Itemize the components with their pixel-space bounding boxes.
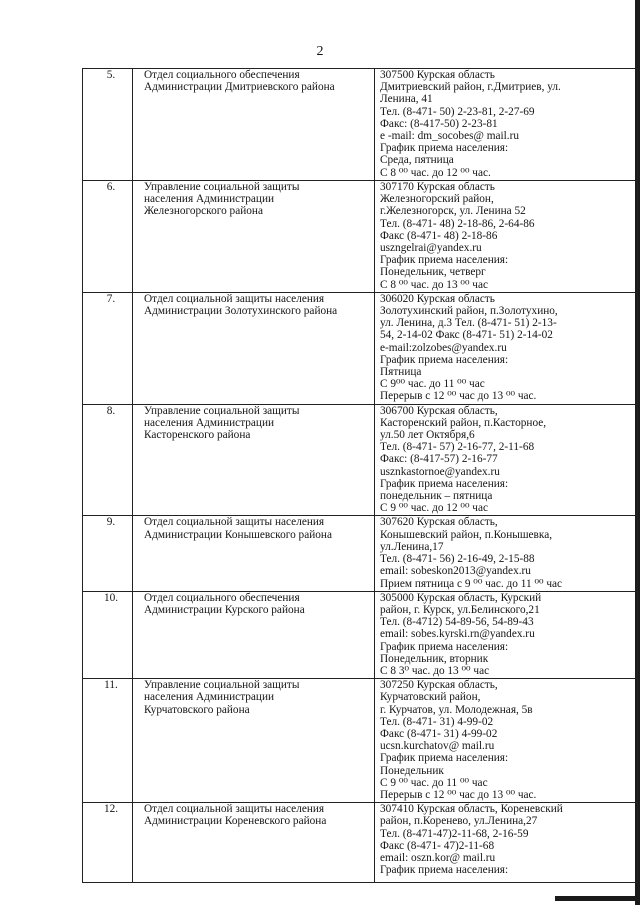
contact-line: Железногорский район, [380,193,494,206]
contact-line: 307410 Курская область, Кореневский [380,803,563,816]
contact-line: График приема населения: [380,254,509,267]
office-name-line: Железногорского района [144,205,263,218]
contact-line: График приема населения: [380,477,509,490]
contact-line: Тел. (8-4712) 54-89-56, 54-89-43 [380,616,534,629]
office-name-line: населения Администрации [144,691,275,704]
office-name-cell [133,292,375,404]
row-number: 6. [106,181,116,193]
contact-line: ул.Ленина,17 [380,540,444,553]
contact-line: 307620 Курская область, [380,516,498,529]
contact-line: email: sobeskon2013@yandex.ru [380,565,531,578]
office-contact-cell [375,292,638,404]
contact-line: 54, 2-14-02 Факс (8-471- 51) 2-14-02 [380,329,553,342]
contact-line: Понедельник, вторник [380,652,489,665]
contact-line: Дмитриевский район, г.Дмитриев, ул. [380,81,561,94]
contact-line: График приема населения: [380,640,509,653]
row-number: 9. [106,516,116,529]
page-number: 2 [316,44,324,59]
row-number-cell [83,516,133,591]
row-number-cell [83,181,133,293]
contact-line: Факс: (8-417-57) 2-16-77 [380,453,498,466]
office-contact-cell [375,69,638,181]
row-number-cell [83,404,133,516]
contact-line: С 8 ⁰⁰ час. до 13 ⁰⁰ час [380,278,489,291]
contact-line: С 9 ⁰⁰ час. до 12 ⁰⁰ час [380,502,489,515]
contact-line: График приема населения: [380,353,509,366]
row-number: 10. [103,591,119,604]
contact-line: 305000 Курская область, Курский [380,591,542,604]
contact-line: С 9⁰⁰ час. до 11 ⁰⁰ час [380,378,485,391]
contact-line: 307170 Курская область [380,181,495,193]
office-name-line: Отдел социальной защиты населения [144,516,325,529]
contact-line: Перерыв с 12 ⁰⁰ час до 13 ⁰⁰ час. [380,788,537,801]
contact-line: С 9 ⁰⁰ час. до 11 ⁰⁰ час [380,776,488,789]
office-name-line: Администрации Курского района [144,603,305,616]
office-name-line: Администрации Конышевского района [144,528,332,541]
table-row [83,404,638,516]
row-number-cell [83,69,133,181]
table-row [83,516,638,591]
contact-line: Факс (8-471- 48) 2-18-86 [380,229,498,242]
contact-line: ул.50 лет Октября,6 [380,429,475,442]
row-number: 7. [106,292,116,305]
social-protection-offices-table [82,68,638,883]
office-contact-cell [375,591,638,678]
office-name-line: Отдел социальной защиты населения [144,292,325,305]
office-name-line: Касторенского района [144,429,251,442]
contact-line: Касторенский район, п.Касторное, [380,416,547,429]
contact-line: район, п.Коренево, ул.Ленина,27 [380,815,538,828]
contact-line: Тел. (8-471- 31) 4-99-02 [380,715,494,728]
row-number: 12. [103,803,119,816]
table-row [83,591,638,678]
row-number-cell [83,292,133,404]
office-name-line: населения Администрации [144,193,275,206]
contact-line: email: sobes.kyrski.rn@yandex.ru [380,628,535,641]
contact-line: График приема населения: [380,752,509,765]
row-number-cell [83,803,133,883]
office-name-line: Отдел социального обеспечения [144,591,300,604]
office-name-line: Администрации Кореневского района [144,815,327,828]
contact-line: Тел. (8-471- 56) 2-16-49, 2-15-88 [380,553,535,566]
contact-line: Понедельник, четверг [380,266,486,279]
office-name-cell [133,591,375,678]
contact-line: Пятница [380,366,422,379]
office-name-cell [133,516,375,591]
contact-line: Курчатовский район, [380,691,481,704]
table-row [83,803,638,883]
contact-line: Прием пятница с 9 ⁰⁰ час. до 11 ⁰⁰ час [380,577,563,590]
row-number: 5. [106,69,116,81]
office-name-line: Курчатовского района [144,703,250,716]
contact-line: e -mail: dm_socobes@ mail.ru [380,130,520,143]
office-contact-cell [375,679,638,803]
office-name-line: Управление социальной защиты [144,404,300,417]
contact-line: Тел. (8-471- 48) 2-18-86, 2-64-86 [380,217,535,230]
office-contact-cell [375,181,638,293]
contact-line: Тел. (8-471- 57) 2-16-77, 2-11-68 [380,441,535,454]
contact-line: г. Курчатов, ул. Молодежная, 5в [380,703,533,716]
contact-line: Тел. (8-471- 50) 2-23-81, 2-27-69 [380,105,535,118]
office-contact-cell [375,516,638,591]
office-name-cell [133,404,375,516]
contact-line: район, г. Курск, ул.Белинского,21 [380,603,540,616]
office-name-cell [133,679,375,803]
contact-line: email: oszn.kor@ mail.ru [380,851,496,864]
contact-line: ucsn.kurchatov@ mail.ru [380,740,495,753]
office-name-line: Отдел социальной защиты населения [144,803,325,816]
contact-line: Понедельник [380,764,444,777]
table-row [83,69,638,181]
contact-line: 307500 Курская область [380,69,495,81]
table-row [83,181,638,293]
contact-line: e-mail:zolzobes@yandex.ru [380,341,507,354]
contact-line: 307250 Курская область, [380,679,498,692]
row-number-cell [83,679,133,803]
contact-line: Тел. (8-471-47)2-11-68, 2-16-59 [380,827,529,840]
contact-line: График приема населения: [380,142,509,155]
contact-line: 306020 Курская область [380,292,495,305]
contact-line: С 8 3⁰ час. до 13 ⁰⁰ час [380,664,490,677]
table-row [83,679,638,803]
office-name-line: Управление социальной защиты [144,181,300,193]
office-name-cell [133,181,375,293]
contact-line: Факс (8-471- 31) 4-99-02 [380,727,498,740]
contact-line: С 8 ⁰⁰ час. до 12 ⁰⁰ час. [380,166,491,179]
row-number-cell [83,591,133,678]
contact-line: г.Железногорск, ул. Ленина 52 [380,205,526,218]
office-name-cell [133,803,375,883]
office-name-line: населения Администрации [144,416,275,429]
row-number: 8. [106,404,116,417]
contact-line: Среда, пятница [380,154,454,167]
office-name-line: Управление социальной защиты [144,679,300,692]
office-contact-cell [375,803,638,883]
contact-line: Перерыв с 12 ⁰⁰ час до 13 ⁰⁰ час. [380,390,537,403]
scan-edge-bottom [555,896,640,901]
table-row [83,292,638,404]
contact-line: Ленина, 41 [380,93,433,106]
contact-line: usznkastornoe@yandex.ru [380,465,500,478]
row-number: 11. [104,679,118,692]
office-name-cell [133,69,375,181]
office-name-line: Администрации Золотухинского района [144,305,338,318]
contact-line: Конышевский район, п.Конышевка, [380,528,553,541]
contact-line: Золотухинский район, п.Золотухино, [380,305,558,318]
office-contact-cell [375,404,638,516]
contact-line: 306700 Курская область, [380,404,498,417]
office-name-line: Администрации Дмитриевского района [144,81,335,94]
contact-line: Факс: (8-417-50) 2-23-81 [380,117,498,130]
contact-line: uszngelrai@yandex.ru [380,242,482,255]
contact-line: понедельник – пятница [380,490,493,503]
contact-line: Факс (8-471- 47)2-11-68 [380,839,495,852]
office-name-line: Отдел социального обеспечения [144,69,300,81]
contact-line: График приема населения: [380,864,509,877]
contact-line: ул. Ленина, д.3 Тел. (8-471- 51) 2-13- [380,317,557,330]
